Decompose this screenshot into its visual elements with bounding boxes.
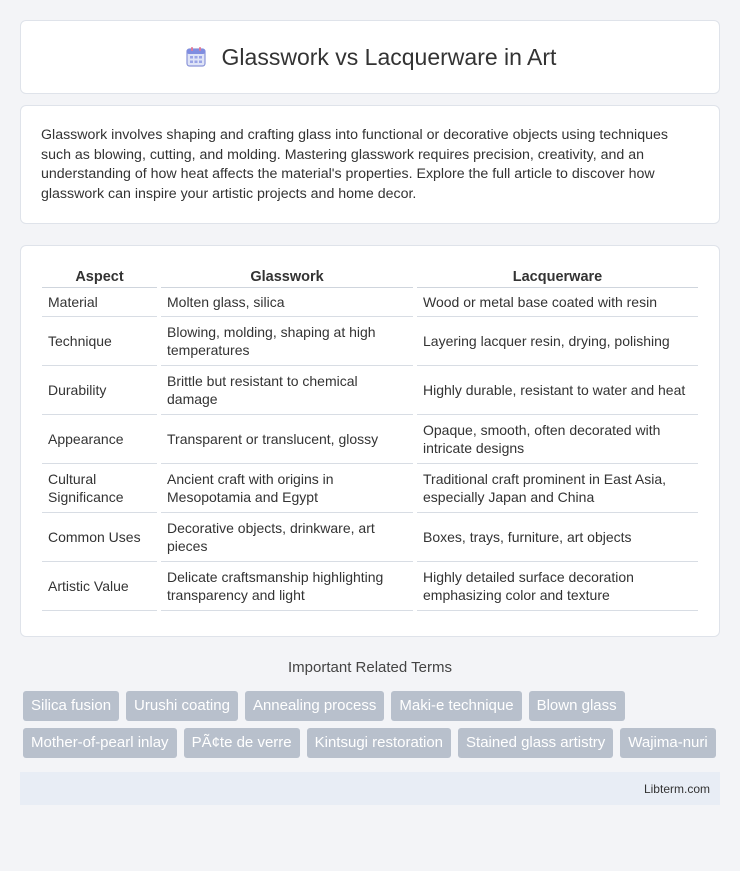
cell-aspect: Cultural Significance (42, 464, 157, 513)
page-title: Glasswork vs Lacquerware in Art (221, 43, 557, 70)
table-row (42, 366, 698, 415)
cell-glasswork: Delicate craftsmanship highlighting transparency and light (161, 562, 413, 611)
term-tag[interactable]: Mother-of-pearl inlay (23, 728, 177, 758)
intro-card (20, 105, 720, 224)
cell-glasswork: Ancient craft with origins in Mesopotamia and Egypt (161, 464, 413, 513)
cell-aspect: Durability (42, 366, 157, 415)
cell-lacquerware: Wood or metal base coated with resin (417, 288, 698, 317)
term-tag[interactable]: Urushi coating (126, 691, 238, 721)
calendar-icon (184, 45, 208, 69)
term-tag[interactable]: Annealing process (245, 691, 384, 721)
title-card (20, 20, 720, 94)
table-row (42, 562, 698, 611)
header-aspect: Aspect (42, 266, 157, 288)
term-tag[interactable]: Kintsugi restoration (307, 728, 451, 758)
header-lacquerware: Lacquerware (417, 266, 698, 288)
cell-glasswork: Molten glass, silica (161, 288, 413, 317)
table-row (42, 317, 698, 366)
cell-aspect: Common Uses (42, 513, 157, 562)
table-row (42, 464, 698, 513)
term-tag[interactable]: Maki-e technique (391, 691, 521, 721)
term-tag[interactable]: Blown glass (529, 691, 625, 721)
footer (20, 772, 720, 805)
intro-text: Glasswork involves shaping and crafting glass into functional or decorative objects using techniques such as blowing, cutting, and molding. Mastering glasswork requires precision, creativity, and an understanding of how heat affects the material's properties. Explore the full article to discover how glasswork can inspire your artistic projects and home decor. (41, 127, 668, 202)
cell-aspect: Appearance (42, 415, 157, 464)
term-tag[interactable]: PÃ¢te de verre (184, 728, 300, 758)
term-tag[interactable]: Silica fusion (23, 691, 119, 721)
table-header-row (42, 266, 698, 288)
related-terms-list (20, 691, 720, 758)
table-row (42, 513, 698, 562)
cell-glasswork: Transparent or translucent, glossy (161, 415, 413, 464)
cell-lacquerware: Layering lacquer resin, drying, polishing (417, 317, 698, 366)
term-tag[interactable]: Wajima-nuri (620, 728, 715, 758)
comparison-card (20, 245, 720, 637)
comparison-table (38, 266, 702, 611)
related-terms-heading: Important Related Terms (288, 659, 452, 676)
table-row (42, 415, 698, 464)
cell-aspect: Technique (42, 317, 157, 366)
cell-lacquerware: Boxes, trays, furniture, art objects (417, 513, 698, 562)
term-tag[interactable]: Stained glass artistry (458, 728, 613, 758)
cell-lacquerware: Opaque, smooth, often decorated with intricate designs (417, 415, 698, 464)
cell-glasswork: Decorative objects, drinkware, art pieces (161, 513, 413, 562)
cell-aspect: Material (42, 288, 157, 317)
cell-glasswork: Blowing, molding, shaping at high temperatures (161, 317, 413, 366)
table-row (42, 288, 698, 317)
footer-site-link[interactable]: Libterm.com (643, 781, 710, 796)
cell-lacquerware: Highly detailed surface decoration emphasizing color and texture (417, 562, 698, 611)
cell-aspect: Artistic Value (42, 562, 157, 611)
cell-lacquerware: Highly durable, resistant to water and heat (417, 366, 698, 415)
cell-lacquerware: Traditional craft prominent in East Asia, especially Japan and China (417, 464, 698, 513)
cell-glasswork: Brittle but resistant to chemical damage (161, 366, 413, 415)
header-glasswork: Glasswork (161, 266, 413, 288)
